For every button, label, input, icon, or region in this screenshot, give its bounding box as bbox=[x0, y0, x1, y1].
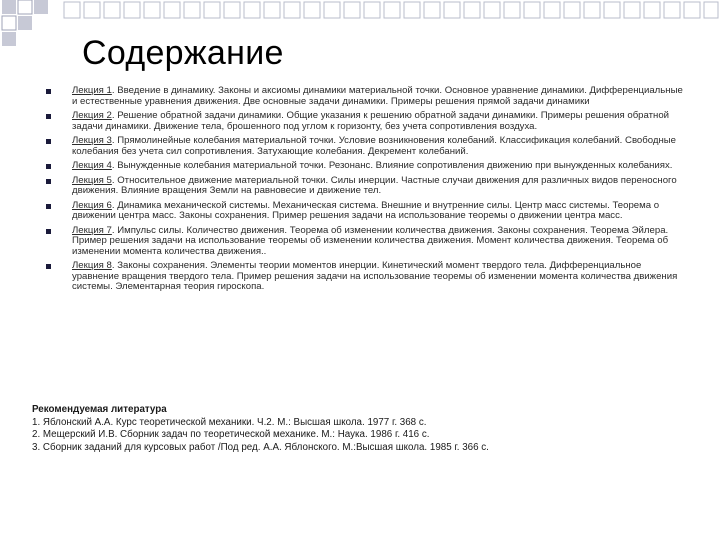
page-title: Содержание bbox=[82, 34, 284, 72]
list-item bbox=[46, 261, 686, 293]
reference-item-2: 2. Мещерский И.В. Сборник задач по теоретической механике. М.: Наука. 1986 г. 416 с. bbox=[32, 429, 430, 441]
lecture-list bbox=[46, 86, 686, 297]
bullet-square-icon bbox=[46, 229, 51, 234]
lecture-4-text: . Вынужденные колебания материальной точки. Резонанс. Влияние сопротивления движению при вынужденных колебаниях. bbox=[111, 160, 673, 171]
lecture-1-text: . Введение в динамику. Законы и аксиомы динамики материальной точки. Основное уравнение динамики. Дифференциальные и естественные уравнения движения. Две основные задачи динамики. Примеры решения прямой задачи динамики bbox=[72, 85, 683, 107]
bullet-square-icon bbox=[46, 164, 51, 169]
list-item bbox=[46, 161, 686, 172]
lecture-7-text: . Импульс силы. Количество движения. Теорема об изменении количества движения. Законы сохранения. Теорема Эйлера. Пример решения задачи на использование теоремы об изменении количества движения. Момент количества движения. Теорема об изменении момента количества движения.. bbox=[72, 224, 669, 257]
lecture-6-text: . Динамика механической системы. Механическая система. Внешние и внутренние силы. Центр масс системы. Теорема о движении центра масс. Законы сохранения. Пример решения задачи на использование теоремы о движении центра масс. bbox=[72, 199, 660, 221]
lecture-5-link[interactable]: Лекция 5 bbox=[72, 174, 112, 186]
lecture-2-link[interactable]: Лекция 2 bbox=[72, 110, 112, 121]
list-item bbox=[46, 86, 686, 107]
references-section bbox=[32, 404, 692, 454]
list-item bbox=[46, 226, 686, 258]
reference-item-1: 1. Яблонский А.А. Курс теоретической механики. Ч.2. М.: Высшая школа. 1977 г. 368 с. bbox=[32, 416, 427, 428]
lecture-3-text: . Прямолинейные колебания материальной точки. Условие возникновения колебаний. Классификация колебаний. Свободные колебания без учета сил сопротивления. Затухающие колебания. Декремент колебаний. bbox=[72, 135, 677, 157]
list-item bbox=[46, 111, 686, 132]
corner-squares bbox=[2, 0, 48, 46]
reference-item-3: 3. Сборник заданий для курсовых работ /Под ред. А.А. Яблонского. М.:Высшая школа. 1985 г. 366 с. bbox=[32, 441, 489, 453]
lecture-1-link[interactable]: Лекция 1 bbox=[72, 85, 112, 96]
bullet-square-icon bbox=[46, 204, 51, 209]
bullet-square-icon bbox=[46, 139, 51, 144]
lecture-4-link[interactable]: Лекция 4 bbox=[72, 160, 112, 171]
bullet-square-icon bbox=[46, 179, 51, 184]
bullet-square-icon bbox=[46, 114, 51, 119]
bullet-square-icon bbox=[46, 89, 51, 94]
lecture-6-link[interactable]: Лекция 6 bbox=[72, 199, 112, 211]
lecture-7-link[interactable]: Лекция 7 bbox=[72, 224, 112, 236]
list-item bbox=[46, 136, 686, 157]
references-heading: Рекомендуемая литература bbox=[32, 404, 167, 415]
lecture-8-link[interactable]: Лекция 8 bbox=[72, 260, 112, 271]
bullet-square-icon bbox=[46, 264, 51, 269]
lecture-5-text: . Относительное движение материальной точки. Силы инерции. Частные случаи движения для различных видов переносного движения. Влияние вращения Земли на равновесие и движение тел. bbox=[72, 174, 677, 196]
list-item bbox=[46, 201, 686, 222]
lecture-2-text: . Решение обратной задачи динамики. Общие указания к решению обратной задачи динамики. Примеры решения обратной задачи динамики. Движение тела, брошенного под углом к горизонту, без учета сопротивления воздуха. bbox=[72, 110, 670, 132]
lecture-8-text: . Законы сохранения. Элементы теории моментов инерции. Кинетический момент твердого тела. Дифференциальное уравнение вращения твердого тела. Пример решения задачи на использование теоремы об изменении момента количества движения системы. Элементарная теория гироскопа. bbox=[72, 260, 678, 292]
top-square-row bbox=[64, 2, 718, 18]
list-item bbox=[46, 176, 686, 197]
lecture-3-link[interactable]: Лекция 3 bbox=[72, 135, 112, 146]
